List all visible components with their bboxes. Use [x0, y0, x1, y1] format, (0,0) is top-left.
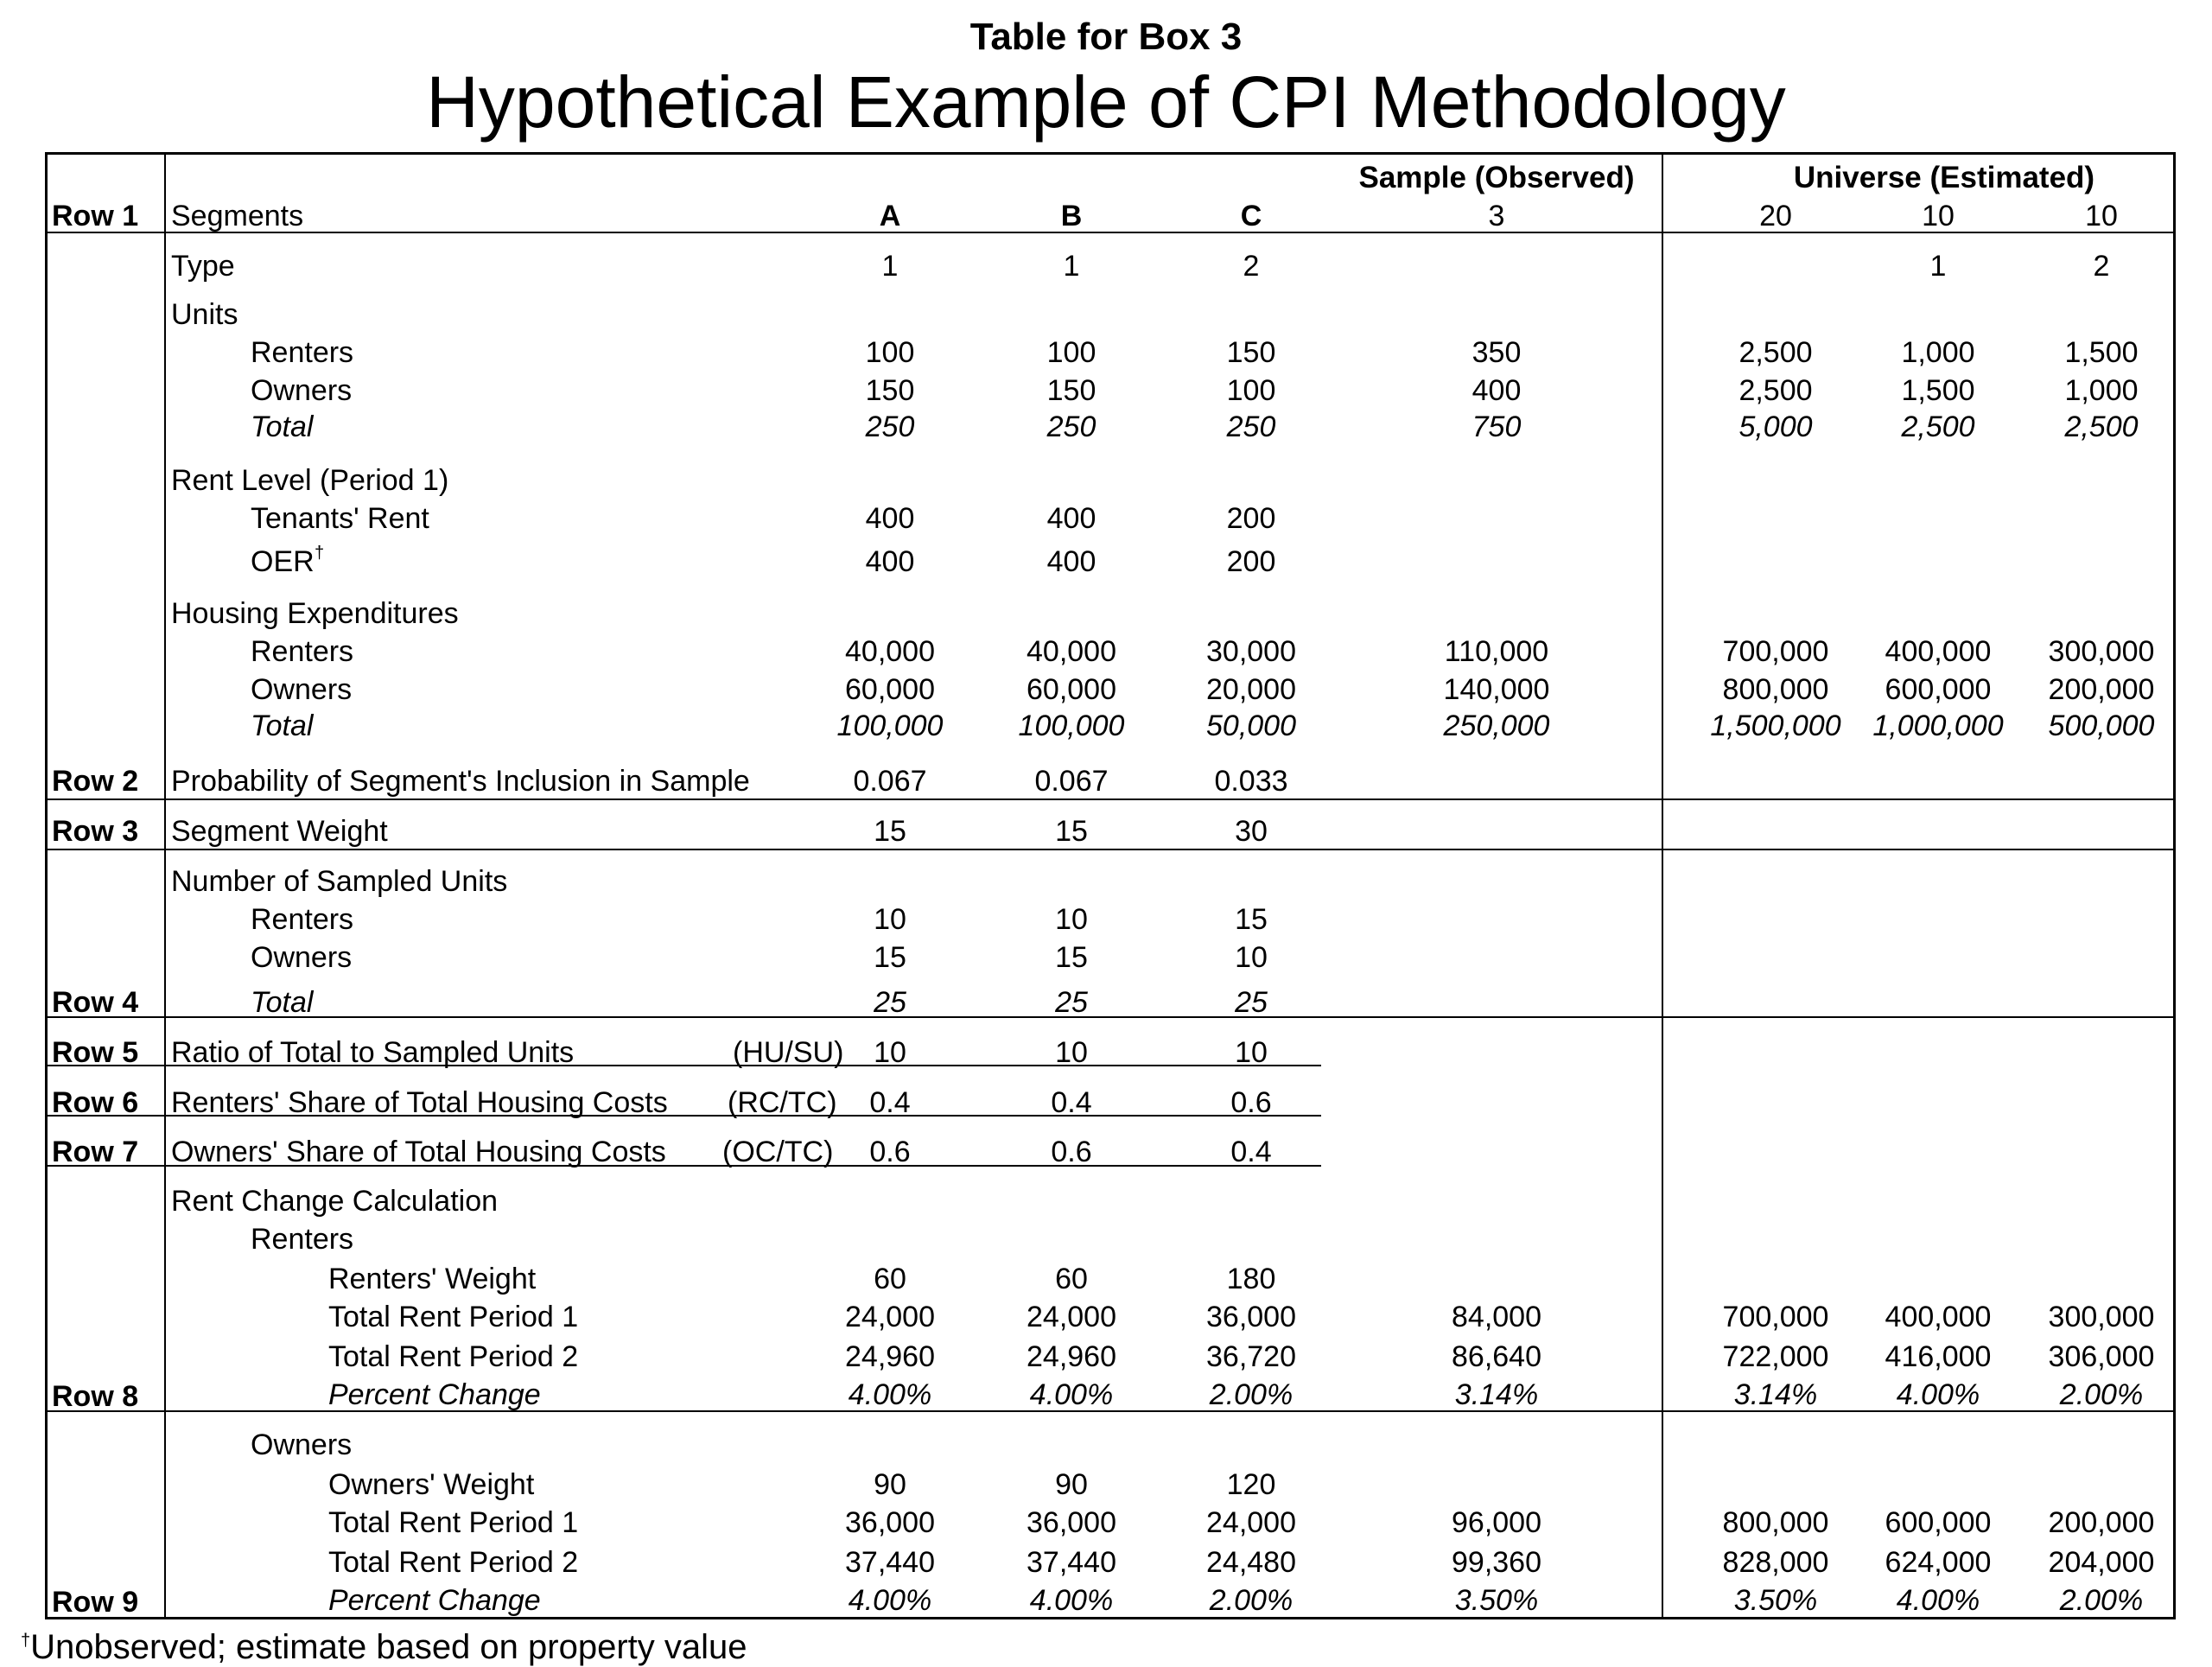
rc-owners-weight-cell: 90 — [1055, 1468, 1088, 1501]
footnote — [21, 1628, 747, 1667]
units-owners-cell: 2,500 — [1738, 374, 1813, 407]
tenants-rent-cell: 400 — [865, 502, 915, 535]
rc-renters-weight-label: Renters' Weight — [328, 1263, 537, 1295]
sampled-owners-cell: 15 — [1055, 941, 1088, 974]
owners-share-label: Owners' Share of Total Housing Costs — [171, 1136, 666, 1168]
sample-header: Sample (Observed) — [1358, 161, 1635, 194]
rc-renters-p2-cell: 24,960 — [1027, 1340, 1116, 1373]
row-label: Row 6 — [52, 1086, 139, 1119]
housing-total-cell: 1,000,000 — [1872, 709, 2004, 742]
rc-owners-pct-cell: 3.50% — [1733, 1584, 1818, 1617]
rc-renters-pct-cell: 2.00% — [1209, 1378, 1294, 1411]
renters-share-cell: 0.4 — [1051, 1086, 1092, 1119]
dagger-mark: † — [21, 1631, 31, 1651]
rc-owners-weight-label: Owners' Weight — [328, 1468, 535, 1501]
segments-cell: B — [1060, 200, 1083, 232]
rc-renters-p1-cell: 36,000 — [1206, 1301, 1296, 1333]
type-cell: 1 — [1063, 250, 1080, 283]
tenants-rent-label: Tenants' Rent — [251, 502, 429, 535]
housing-owners-cell: 60,000 — [845, 673, 935, 706]
oer-cell: 400 — [1046, 545, 1096, 578]
units-total-cell: 2,500 — [2064, 410, 2139, 443]
segments-cell: 3 — [1488, 200, 1505, 232]
rc-owners-p1-cell: 36,000 — [1027, 1506, 1116, 1539]
row-label: Row 2 — [52, 765, 139, 798]
renters-share-abbr: (RC/TC) — [728, 1086, 837, 1119]
rc-renters-label: Renters — [251, 1223, 354, 1256]
rc-renters-p2-cell: 722,000 — [1722, 1340, 1829, 1373]
row-label: Row 5 — [52, 1036, 139, 1069]
row-label: Row 8 — [52, 1380, 139, 1413]
units-owners-cell: 1,000 — [2064, 374, 2139, 407]
housing-owners-cell: 140,000 — [1443, 673, 1550, 706]
ratio-cell: 10 — [1055, 1036, 1088, 1069]
rc-renters-p1-cell: 300,000 — [2048, 1301, 2155, 1333]
rent-level-label: Rent Level (Period 1) — [171, 464, 449, 497]
row-label: Row 4 — [52, 986, 139, 1019]
row-label: Row 3 — [52, 815, 139, 848]
housing-renters-cell: 300,000 — [2048, 635, 2155, 668]
housing-owners-cell: 20,000 — [1206, 673, 1296, 706]
housing-renters-cell: 400,000 — [1885, 635, 1992, 668]
rc-renters-p2-cell: 24,960 — [845, 1340, 935, 1373]
rc-owners-weight-cell: 90 — [874, 1468, 906, 1501]
sampled-renters-cell: 10 — [1055, 903, 1088, 936]
probability-cell: 0.033 — [1214, 765, 1288, 798]
units-owners-cell: 400 — [1471, 374, 1522, 407]
sampled-owners-cell: 15 — [874, 941, 906, 974]
segments-cell: C — [1240, 200, 1262, 232]
sampled-units-label: Number of Sampled Units — [171, 865, 508, 898]
owners-share-cell: 0.6 — [1051, 1136, 1092, 1168]
sampled-renters-label: Renters — [251, 903, 354, 936]
units-renters-cell: 100 — [1046, 336, 1096, 369]
probability-cell: 0.067 — [1034, 765, 1109, 798]
segments-cell: 10 — [2085, 200, 2118, 232]
housing-total-cell: 500,000 — [2048, 709, 2155, 742]
sampled-renters-cell: 10 — [874, 903, 906, 936]
housing-total-cell: 1,500,000 — [1710, 709, 1841, 742]
units-renters-cell: 2,500 — [1738, 336, 1813, 369]
units-owners-cell: 1,500 — [1901, 374, 1975, 407]
universe-divider — [1662, 153, 1663, 1619]
universe-header: Universe (Estimated) — [1793, 161, 2095, 194]
rc-renters-p2-cell: 36,720 — [1206, 1340, 1296, 1373]
segment-weight-label: Segment Weight — [171, 815, 388, 848]
rc-owners-pct-cell: 4.00% — [1896, 1584, 1980, 1617]
rc-owners-pct-cell: 3.50% — [1454, 1584, 1539, 1617]
row-label: Row 7 — [52, 1136, 139, 1168]
rc-renters-p2-cell: 86,640 — [1452, 1340, 1541, 1373]
tenants-rent-cell: 200 — [1226, 502, 1276, 535]
rc-owners-pct-cell: 2.00% — [2059, 1584, 2144, 1617]
housing-total-label: Total — [251, 709, 314, 742]
rc-owners-p1-cell: 24,000 — [1206, 1506, 1296, 1539]
rc-owners-p1-cell: 36,000 — [845, 1506, 935, 1539]
rc-renters-p2-cell: 306,000 — [2048, 1340, 2155, 1373]
type-cell: 2 — [1243, 250, 1260, 283]
housing-total-cell: 100,000 — [836, 709, 944, 742]
footnote-text: Unobserved; estimate based on property value — [30, 1628, 747, 1666]
ratio-cell: 10 — [1235, 1036, 1268, 1069]
units-renters-cell: 350 — [1471, 336, 1522, 369]
units-renters-label: Renters — [251, 336, 354, 369]
rc-owners-p2-cell: 24,480 — [1206, 1546, 1296, 1579]
units-label: Units — [171, 298, 238, 331]
rent-change-label: Rent Change Calculation — [171, 1185, 499, 1218]
housing-renters-cell: 40,000 — [845, 635, 935, 668]
units-owners-label: Owners — [251, 374, 353, 407]
rc-owners-p1-cell: 800,000 — [1722, 1506, 1829, 1539]
type-cell: 1 — [1929, 250, 1947, 283]
oer-label: OER — [251, 545, 315, 578]
rc-renters-p1-cell: 400,000 — [1885, 1301, 1992, 1333]
units-owners-cell: 100 — [1226, 374, 1276, 407]
rc-owners-p2-cell: 37,440 — [1027, 1546, 1116, 1579]
row-label: Row 9 — [52, 1586, 139, 1619]
rc-owners-p2-cell: 37,440 — [845, 1546, 935, 1579]
rc-owners-p1-cell: 96,000 — [1452, 1506, 1541, 1539]
segments-cell: 10 — [1922, 200, 1955, 232]
rc-owners-pct-label: Percent Change — [328, 1584, 541, 1617]
rc-renters-pct-cell: 3.14% — [1454, 1378, 1539, 1411]
rc-renters-p1-cell: 24,000 — [845, 1301, 935, 1333]
type-cell: 2 — [2093, 250, 2110, 283]
owners-share-cell: 0.4 — [1230, 1136, 1272, 1168]
segment-weight-cell: 15 — [1055, 815, 1088, 848]
rc-renters-pct-cell: 4.00% — [848, 1378, 932, 1411]
housing-renters-cell: 40,000 — [1027, 635, 1116, 668]
sampled-owners-cell: 10 — [1235, 941, 1268, 974]
housing-renters-cell: 110,000 — [1444, 635, 1549, 668]
segment-weight-cell: 30 — [1235, 815, 1268, 848]
rc-owners-p1-label: Total Rent Period 1 — [328, 1506, 579, 1539]
rc-renters-pct-cell: 2.00% — [2059, 1378, 2144, 1411]
rc-renters-pct-label: Percent Change — [328, 1378, 541, 1411]
rc-renters-weight-cell: 60 — [874, 1263, 906, 1295]
units-total-label: Total — [251, 410, 314, 443]
rc-owners-p2-cell: 624,000 — [1885, 1546, 1992, 1579]
oer-dagger: † — [315, 544, 325, 563]
rc-renters-weight-cell: 180 — [1226, 1263, 1276, 1295]
rc-renters-pct-cell: 4.00% — [1896, 1378, 1980, 1411]
housing-total-cell: 100,000 — [1018, 709, 1125, 742]
row-label-divider — [164, 153, 166, 1619]
segments-cell: 20 — [1759, 200, 1792, 232]
housing-total-cell: 50,000 — [1206, 709, 1296, 742]
probability-cell: 0.067 — [853, 765, 927, 798]
rc-owners-pct-cell: 4.00% — [848, 1584, 932, 1617]
sampled-total-cell: 25 — [1235, 986, 1268, 1019]
row-label: Row 1 — [52, 200, 139, 232]
probability-label: Probability of Segment's Inclusion in Sample — [171, 765, 750, 798]
rc-renters-p2-label: Total Rent Period 2 — [328, 1340, 579, 1373]
units-total-cell: 750 — [1471, 410, 1522, 443]
housing-label: Housing Expenditures — [171, 597, 459, 630]
housing-owners-cell: 200,000 — [2048, 673, 2155, 706]
housing-renters-cell: 700,000 — [1722, 635, 1829, 668]
rc-renters-pct-cell: 3.14% — [1733, 1378, 1818, 1411]
rc-renters-p1-cell: 700,000 — [1722, 1301, 1829, 1333]
rc-owners-p2-cell: 99,360 — [1452, 1546, 1541, 1579]
units-owners-cell: 150 — [865, 374, 915, 407]
ratio-abbr: (HU/SU) — [733, 1036, 844, 1069]
housing-owners-cell: 60,000 — [1027, 673, 1116, 706]
ratio-cell: 10 — [874, 1036, 906, 1069]
units-total-cell: 250 — [865, 410, 915, 443]
owners-share-abbr: (OC/TC) — [722, 1136, 834, 1168]
row2-rule — [45, 799, 2176, 800]
segment-weight-cell: 15 — [874, 815, 906, 848]
sampled-total-cell: 25 — [874, 986, 906, 1019]
rc-owners-p2-cell: 204,000 — [2048, 1546, 2155, 1579]
housing-owners-cell: 800,000 — [1722, 673, 1829, 706]
renters-share-cell: 0.6 — [1230, 1086, 1272, 1119]
units-total-cell: 250 — [1046, 410, 1096, 443]
housing-total-cell: 250,000 — [1443, 709, 1550, 742]
renters-share-cell: 0.4 — [869, 1086, 911, 1119]
row3-rule — [45, 849, 2176, 850]
oer-cell: 200 — [1226, 545, 1276, 578]
units-renters-cell: 100 — [865, 336, 915, 369]
units-owners-cell: 150 — [1046, 374, 1096, 407]
sampled-total-label: Total — [251, 986, 314, 1019]
rc-renters-pct-cell: 4.00% — [1029, 1378, 1114, 1411]
rc-owners-p1-cell: 600,000 — [1885, 1506, 1992, 1539]
rc-owners-pct-cell: 2.00% — [1209, 1584, 1294, 1617]
units-total-cell: 2,500 — [1901, 410, 1975, 443]
segments-label: Segments — [171, 200, 304, 232]
oer-cell: 400 — [865, 545, 915, 578]
type-cell: 1 — [881, 250, 899, 283]
housing-renters-label: Renters — [251, 635, 354, 668]
rc-owners-weight-cell: 120 — [1226, 1468, 1276, 1501]
rc-owners-p2-cell: 828,000 — [1722, 1546, 1829, 1579]
housing-owners-label: Owners — [251, 673, 353, 706]
units-total-cell: 250 — [1226, 410, 1276, 443]
ratio-label: Ratio of Total to Sampled Units — [171, 1036, 575, 1069]
type-label: Type — [171, 250, 235, 283]
sampled-total-cell: 25 — [1055, 986, 1088, 1019]
units-renters-cell: 1,500 — [2064, 336, 2139, 369]
box-label: Table for Box 3 — [969, 16, 1243, 58]
rc-renters-p1-cell: 84,000 — [1452, 1301, 1541, 1333]
units-renters-cell: 1,000 — [1901, 336, 1975, 369]
rc-owners-pct-cell: 4.00% — [1029, 1584, 1114, 1617]
sampled-owners-label: Owners — [251, 941, 353, 974]
page-title: Hypothetical Example of CPI Methodology — [426, 61, 1786, 143]
segments-cell: A — [879, 200, 901, 232]
sampled-renters-cell: 15 — [1235, 903, 1268, 936]
rc-renters-p1-label: Total Rent Period 1 — [328, 1301, 579, 1333]
tenants-rent-cell: 400 — [1046, 502, 1096, 535]
units-renters-cell: 150 — [1226, 336, 1276, 369]
rc-owners-p1-cell: 200,000 — [2048, 1506, 2155, 1539]
housing-renters-cell: 30,000 — [1206, 635, 1296, 668]
rc-owners-p2-label: Total Rent Period 2 — [328, 1546, 579, 1579]
rc-renters-weight-cell: 60 — [1055, 1263, 1088, 1295]
rc-renters-p1-cell: 24,000 — [1027, 1301, 1116, 1333]
units-total-cell: 5,000 — [1738, 410, 1813, 443]
rc-owners-label: Owners — [251, 1428, 353, 1461]
housing-owners-cell: 600,000 — [1885, 673, 1992, 706]
rc-renters-p2-cell: 416,000 — [1885, 1340, 1992, 1373]
owners-share-cell: 0.6 — [869, 1136, 911, 1168]
renters-share-label: Renters' Share of Total Housing Costs — [171, 1086, 668, 1119]
